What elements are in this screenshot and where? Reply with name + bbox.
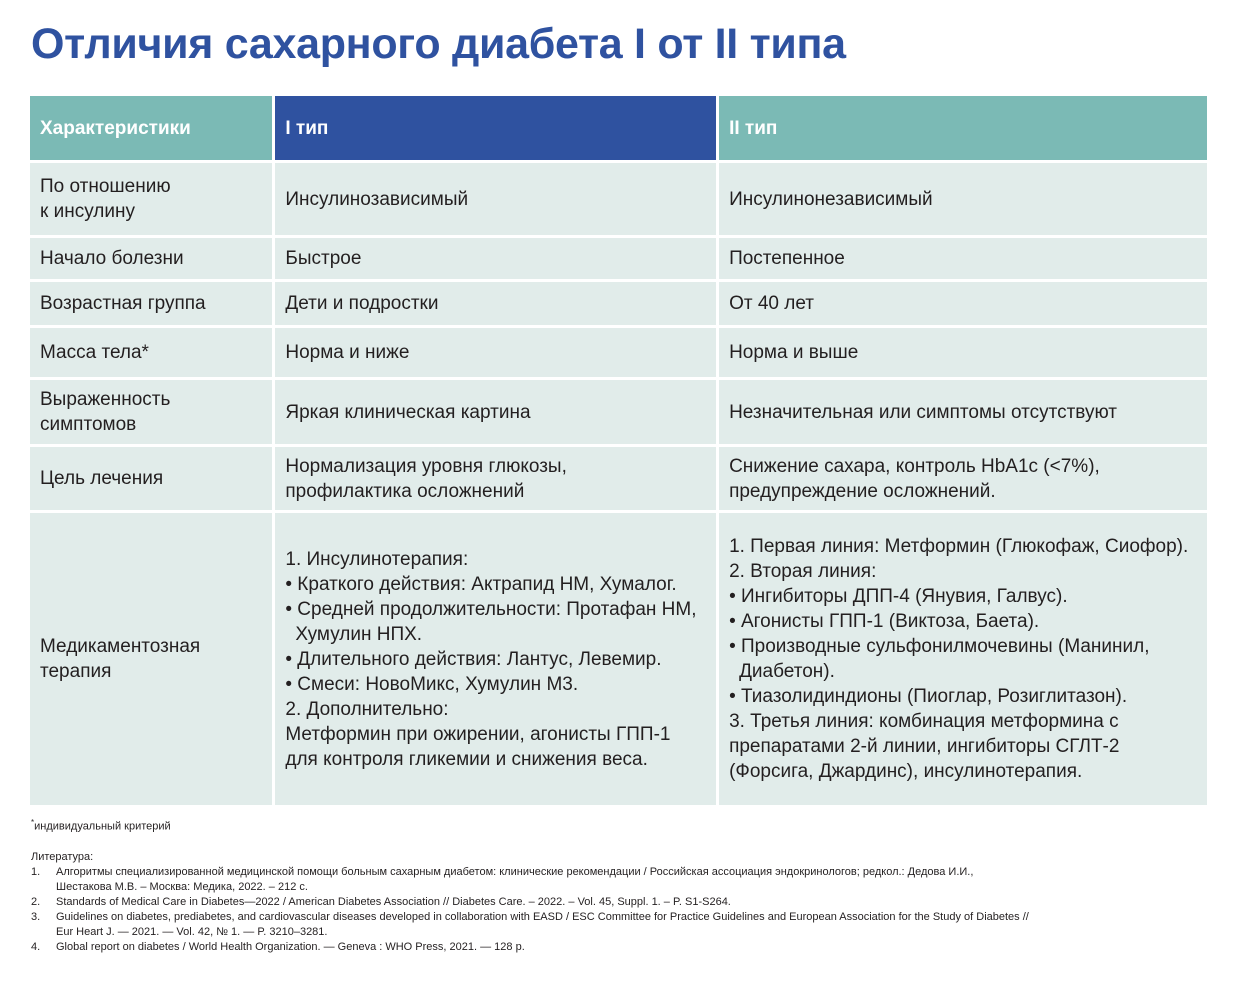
reference-line: Eur Heart J. — 2021. — Vol. 42, № 1. — P. 3210–3281. xyxy=(56,926,328,938)
row-label xyxy=(30,238,272,279)
type1-cell xyxy=(275,513,716,805)
references xyxy=(31,850,1029,955)
reference-line: Алгоритмы специализированной медицинской помощи больным сахарным диабетом: клинические рекомендации / Российская ассоциация эндокринологов; редкол.: Дедова И.И., xyxy=(56,866,974,878)
cell-line: 3. Третья линия: комбинация метформина с xyxy=(729,711,1119,732)
type1-cell xyxy=(275,282,716,325)
row-label xyxy=(30,163,272,235)
cell-line: • Смеси: НовоМикс, Хумулин М3. xyxy=(285,673,579,695)
cell-line: • Краткого действия: Актрапид НМ, Хумалог. xyxy=(285,573,677,595)
cell-line: терапия xyxy=(40,661,112,682)
cell-line: • Агонисты ГПП-1 (Виктоза, Баета). xyxy=(729,611,1040,632)
table-row xyxy=(30,380,1207,444)
cell-line: • Длительного действия: Лантус, Левемир. xyxy=(285,648,662,670)
cell-line: От 40 лет xyxy=(729,293,814,314)
reference-line: Guidelines on diabetes, prediabetes, and cardiovascular diseases developed in collaboration with EASD / ESC Committee for Practice Guidelines and European Association for the Study of Diabetes // xyxy=(56,911,1029,923)
cell-line: предупреждение осложнений. xyxy=(729,480,996,502)
cell-line: Масса тела* xyxy=(40,342,149,363)
table-row xyxy=(30,513,1207,805)
table-row xyxy=(30,282,1207,325)
cell-line: симптомов xyxy=(40,414,137,435)
row-label xyxy=(30,282,272,325)
reference-line: Global report on diabetes / World Health Organization. — Geneva : WHO Press, 2021. — 128 p. xyxy=(56,941,525,953)
cell-line: 2. Вторая линия: xyxy=(729,561,877,582)
type2-cell xyxy=(719,238,1207,279)
type2-cell xyxy=(719,163,1207,235)
cell-line: Медикаментозная xyxy=(40,636,201,657)
cell-line: Цель лечения xyxy=(40,468,164,489)
cell-line: Яркая клиническая картина xyxy=(285,401,531,423)
type1-cell xyxy=(275,163,716,235)
cell-line: (Форсига, Джардинс), инсулинотерапия. xyxy=(729,761,1083,782)
cell-line: к инсулину xyxy=(40,201,135,222)
cell-line: • Тиазолидиндионы (Пиоглар, Розиглитазон). xyxy=(729,686,1128,707)
table-row xyxy=(30,328,1207,377)
cell-line: Диабетон). xyxy=(739,661,835,682)
cell-line: профилактика осложнений xyxy=(285,480,525,502)
reference-number: 4. xyxy=(31,941,41,953)
header-type-2: II тип xyxy=(719,96,1207,160)
reference-item xyxy=(31,865,1029,895)
cell-line: Норма и выше xyxy=(729,342,859,363)
cell-line: препаратами 2-й линии, ингибиторы СГЛТ-2 xyxy=(729,736,1120,757)
cell-line: Нормализация уровня глюкозы, xyxy=(285,455,567,477)
cell-line: Быстрое xyxy=(285,248,362,269)
cell-line: Выраженность xyxy=(40,389,171,410)
cell-line: • Ингибиторы ДПП-4 (Янувия, Галвус). xyxy=(729,586,1068,607)
cell-line: По отношению xyxy=(40,176,171,197)
table-row xyxy=(30,238,1207,279)
row-label xyxy=(30,513,272,805)
cell-line: Незначительная или симптомы отсутствуют xyxy=(729,401,1117,423)
comparison-table xyxy=(27,93,1210,808)
footnote-mark: * xyxy=(31,818,35,827)
cell-line: • Средней продолжительности: Протафан НМ, xyxy=(285,598,697,620)
reference-number: 3. xyxy=(31,911,41,923)
page-title: Отличия сахарного диабета I от II типа xyxy=(31,20,846,68)
type2-cell xyxy=(719,282,1207,325)
cell-line: • Производные сульфонилмочевины (Манинил, xyxy=(729,636,1150,657)
type1-cell xyxy=(275,447,716,510)
reference-line: Шестакова М.В. – Москва: Медика, 2022. – 212 с. xyxy=(56,881,308,893)
cell-line: Снижение сахара, контроль HbA1c (<7%), xyxy=(729,455,1100,477)
cell-line: Хумулин НПХ. xyxy=(295,623,423,645)
cell-line: Инсулинонезависимый xyxy=(729,188,933,210)
type2-cell xyxy=(719,447,1207,510)
header-type-1: I тип xyxy=(275,96,716,160)
cell-line: Инсулинозависимый xyxy=(285,188,469,210)
cell-line: Норма и ниже xyxy=(285,342,410,363)
references-heading: Литература: xyxy=(31,851,94,863)
type1-cell xyxy=(275,238,716,279)
reference-item xyxy=(31,895,1029,910)
cell-line: Возрастная группа xyxy=(40,293,206,314)
cell-line: 1. Первая линия: Метформин (Глюкофаж, Сиофор). xyxy=(729,536,1189,557)
row-label xyxy=(30,328,272,377)
reference-item xyxy=(31,910,1029,940)
table-row xyxy=(30,163,1207,235)
table-row xyxy=(30,447,1207,510)
reference-line: Standards of Medical Care in Diabetes—2022 / American Diabetes Association // Diabetes Care. – 2022. – Vol. 45, Suppl. 1. – P. S1-S264. xyxy=(56,896,731,908)
cell-line: для контроля гликемии и снижения веса. xyxy=(285,748,648,770)
header-characteristics: Характеристики xyxy=(30,96,272,160)
cell-line: Дети и подростки xyxy=(285,293,439,314)
type1-cell xyxy=(275,328,716,377)
reference-number: 2. xyxy=(31,896,41,908)
type2-cell xyxy=(719,513,1207,805)
cell-line: Постепенное xyxy=(729,248,845,269)
cell-line: 1. Инсулинотерапия: xyxy=(285,548,469,570)
row-label xyxy=(30,447,272,510)
type2-cell xyxy=(719,380,1207,444)
cell-line: Начало болезни xyxy=(40,248,184,269)
reference-item xyxy=(31,940,1029,955)
type2-cell xyxy=(719,328,1207,377)
row-label xyxy=(30,380,272,444)
footnote xyxy=(31,818,171,833)
table-header-row xyxy=(30,96,1207,160)
reference-number: 1. xyxy=(31,866,41,878)
cell-line: Метформин при ожирении, агонисты ГПП-1 xyxy=(285,723,671,745)
footnote-text: индивидуальный критерий xyxy=(34,820,171,833)
type1-cell xyxy=(275,380,716,444)
cell-line: 2. Дополнительно: xyxy=(285,698,449,720)
